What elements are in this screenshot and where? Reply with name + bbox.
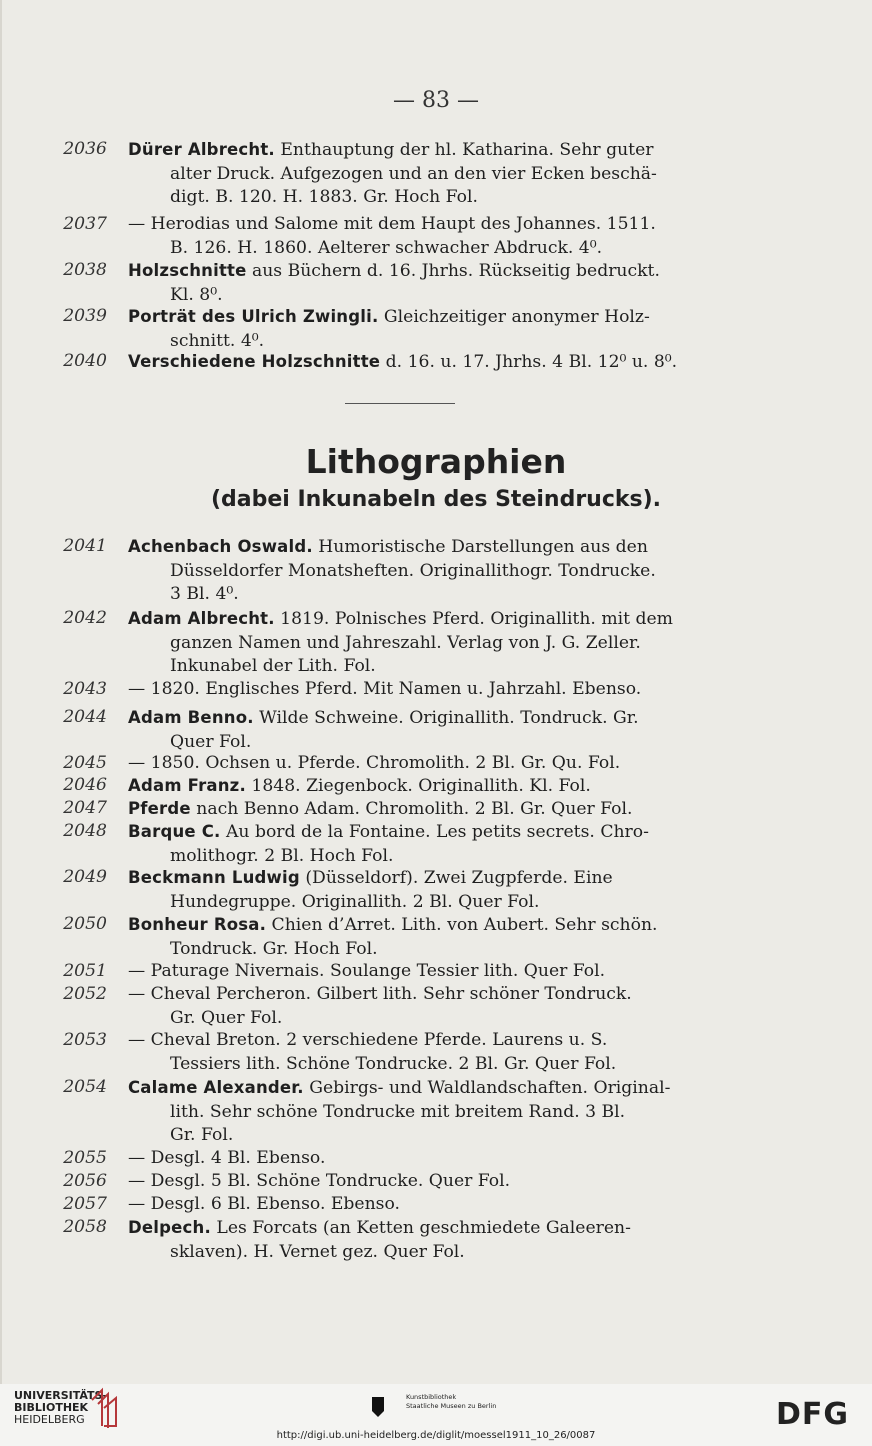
entry-heading: Beckmann Ludwig xyxy=(128,868,300,887)
kb-line-2: Staatliche Museen zu Berlin xyxy=(406,1402,497,1410)
entry-first-line: — Desgl. 5 Bl. Schöne Tondrucke. Quer Fol. xyxy=(128,1171,511,1191)
entry-number: 2047 xyxy=(63,798,107,818)
ub-line-3: HEIDELBERG xyxy=(14,1413,85,1426)
entry-first-line: Barque C. Au bord de la Fontaine. Les petits secrets. Chro- xyxy=(128,822,649,842)
catalog-entry xyxy=(55,678,745,702)
catalog-entry xyxy=(55,213,745,260)
entry-text xyxy=(128,213,745,260)
catalog-entry xyxy=(55,350,745,375)
entry-first-line: Calame Alexander. Gebirgs- und Waldlandschaften. Original- xyxy=(128,1078,671,1098)
entry-text xyxy=(128,607,745,679)
catalog-entry xyxy=(55,138,745,210)
entry-heading: Pferde xyxy=(128,799,191,818)
entry-text xyxy=(128,774,745,799)
entry-heading: Adam Benno. xyxy=(128,708,254,727)
catalog-entry xyxy=(55,960,745,984)
entry-text xyxy=(128,960,745,984)
entry-continuation-line: Gr. Fol. xyxy=(170,1125,234,1145)
entry-first-line: Adam Albrecht. 1819. Polnisches Pferd. Originallith. mit dem xyxy=(128,609,673,629)
section-title: Lithographien xyxy=(305,442,567,481)
entry-number: 2037 xyxy=(63,214,107,234)
entry-number: 2058 xyxy=(63,1217,107,1237)
entry-number: 2044 xyxy=(63,707,107,727)
kunstbibliothek-label xyxy=(372,1393,496,1411)
entry-number: 2048 xyxy=(63,821,107,841)
entry-number: 2038 xyxy=(63,260,107,280)
catalog-entry xyxy=(55,797,745,822)
entry-heading: Porträt des Ulrich Zwingli. xyxy=(128,307,379,326)
entry-heading: Calame Alexander. xyxy=(128,1078,304,1097)
entry-number: 2042 xyxy=(63,608,107,628)
entry-first-line: Delpech. Les Forcats (an Ketten geschmiedete Galeeren- xyxy=(128,1218,631,1238)
entry-first-line: Holzschnitte aus Büchern d. 16. Jhrhs. Rückseitig bedruckt. xyxy=(128,261,660,281)
entry-heading: Delpech. xyxy=(128,1218,211,1237)
entry-continuation-line: sklaven). H. Vernet gez. Quer Fol. xyxy=(170,1241,465,1262)
catalog-entry xyxy=(55,1193,745,1217)
entry-heading: Bonheur Rosa. xyxy=(128,915,267,934)
catalog-entry xyxy=(55,983,745,1030)
entry-continuation-line: 3 Bl. 4⁰. xyxy=(170,584,239,604)
entry-continuation-line: ganzen Namen und Jahreszahl. Verlag von J. G. Zeller. xyxy=(170,632,641,653)
entry-first-line: Verschiedene Holzschnitte d. 16. u. 17. Jhrhs. 4 Bl. 12⁰ u. 8⁰. xyxy=(128,352,678,372)
entry-text xyxy=(128,1193,745,1217)
catalog-entry xyxy=(55,752,745,776)
catalog-entry xyxy=(55,1147,745,1171)
entry-heading: Adam Albrecht. xyxy=(128,609,275,628)
entry-first-line: Achenbach Oswald. Humoristische Darstellungen aus den xyxy=(128,537,648,557)
entry-text xyxy=(128,138,745,210)
entry-first-line: Pferde nach Benno Adam. Chromolith. 2 Bl. Gr. Quer Fol. xyxy=(128,799,633,819)
entry-number: 2051 xyxy=(63,961,107,981)
catalog-entry xyxy=(55,607,745,679)
kb-line-1: Kunstbibliothek xyxy=(406,1393,457,1401)
entry-first-line: Beckmann Ludwig (Düsseldorf). Zwei Zugpferde. Eine xyxy=(128,868,613,888)
entry-number: 2052 xyxy=(63,984,107,1004)
entry-number: 2046 xyxy=(63,775,107,795)
entry-continuation-line: Kl. 8⁰. xyxy=(170,284,223,305)
entry-number: 2036 xyxy=(63,139,107,159)
entry-heading: Verschiedene Holzschnitte xyxy=(128,352,381,371)
entry-number: 2057 xyxy=(63,1194,107,1214)
entry-number: 2043 xyxy=(63,679,107,699)
entry-first-line: — Cheval Breton. 2 verschiedene Pferde. Laurens u. S. xyxy=(128,1030,608,1050)
entry-continuation-line: alter Druck. Aufgezogen und an den vier Ecken beschä- xyxy=(170,163,657,184)
entry-first-line: — 1850. Ochsen u. Pferde. Chromolith. 2 Bl. Gr. Qu. Fol. xyxy=(128,753,621,773)
entry-number: 2041 xyxy=(63,536,107,556)
entry-heading: Adam Franz. xyxy=(128,776,246,795)
entry-text xyxy=(128,913,745,961)
dfg-logo: DFG xyxy=(776,1397,850,1432)
entry-first-line: — Cheval Percheron. Gilbert lith. Sehr schöner Tondruck. xyxy=(128,984,632,1004)
entry-text xyxy=(128,797,745,822)
entry-continuation-line: Düsseldorfer Monatsheften. Originallithogr. Tondrucke. xyxy=(170,560,656,581)
entry-text xyxy=(128,305,745,353)
entry-number: 2039 xyxy=(63,306,107,326)
catalog-entry xyxy=(55,706,745,754)
entry-heading: Achenbach Oswald. xyxy=(128,537,313,556)
entry-continuation-line: schnitt. 4⁰. xyxy=(170,330,265,351)
entry-text xyxy=(128,752,745,776)
entry-number: 2050 xyxy=(63,914,107,934)
entry-heading: Holzschnitte xyxy=(128,261,247,280)
ub-line-1: UNIVERSITÄTS- xyxy=(14,1389,108,1402)
entry-first-line: Porträt des Ulrich Zwingli. Gleichzeitiger anonymer Holz- xyxy=(128,307,650,327)
catalog-entry xyxy=(55,535,745,607)
entry-continuation-line: Inkunabel der Lith. Fol. xyxy=(170,656,376,676)
catalog-entry xyxy=(55,820,745,868)
entry-text xyxy=(128,1216,745,1264)
catalog-entry xyxy=(55,1216,745,1264)
entry-text xyxy=(128,866,745,914)
entry-first-line: — Desgl. 4 Bl. Ebenso. xyxy=(128,1148,326,1168)
entry-first-line: Bonheur Rosa. Chien d’Arret. Lith. von Aubert. Sehr schön. xyxy=(128,915,658,935)
entry-text xyxy=(128,535,745,607)
entry-continuation-line: Gr. Quer Fol. xyxy=(170,1007,283,1028)
entry-number: 2049 xyxy=(63,867,107,887)
entry-number: 2053 xyxy=(63,1030,107,1050)
permalink-url[interactable]: http://digi.ub.uni-heidelberg.de/diglit/moessel1911_10_26/0087 xyxy=(276,1430,596,1441)
catalog-entry xyxy=(55,259,745,307)
entry-text xyxy=(128,350,745,375)
entry-continuation-line: digt. B. 120. H. 1883. Gr. Hoch Fol. xyxy=(170,187,478,207)
entry-text xyxy=(128,820,745,868)
catalog-entry xyxy=(55,1029,745,1076)
entry-first-line: Adam Benno. Wilde Schweine. Originallith. Tondruck. Gr. xyxy=(128,708,639,728)
entry-continuation-line: lith. Sehr schöne Tondrucke mit breitem Rand. 3 Bl. xyxy=(170,1101,626,1122)
catalog-entry xyxy=(55,913,745,961)
scan-edge xyxy=(0,0,2,1384)
entry-continuation-line: Quer Fol. xyxy=(170,731,252,752)
section-divider xyxy=(345,403,455,404)
entry-number: 2040 xyxy=(63,351,107,371)
entry-heading: Barque C. xyxy=(128,822,221,841)
entry-text xyxy=(128,1147,745,1171)
entry-number: 2054 xyxy=(63,1077,107,1097)
entry-first-line: Dürer Albrecht. Enthauptung der hl. Katharina. Sehr guter xyxy=(128,140,654,160)
entry-text xyxy=(128,259,745,307)
entry-text xyxy=(128,1076,745,1148)
entry-text xyxy=(128,983,745,1030)
entry-continuation-line: molithogr. 2 Bl. Hoch Fol. xyxy=(170,845,394,866)
entry-continuation-line: Tessiers lith. Schöne Tondrucke. 2 Bl. Gr. Quer Fol. xyxy=(170,1053,617,1074)
entry-continuation-line: Hundegruppe. Originallith. 2 Bl. Quer Fol. xyxy=(170,891,540,912)
entry-first-line: — 1820. Englisches Pferd. Mit Namen u. Jahrzahl. Ebenso. xyxy=(128,679,642,699)
page-number: — 83 — xyxy=(393,88,479,113)
entry-continuation-line: Tondruck. Gr. Hoch Fol. xyxy=(170,938,378,959)
entry-first-line: — Paturage Nivernais. Soulange Tessier lith. Quer Fol. xyxy=(128,961,606,981)
entry-number: 2056 xyxy=(63,1171,107,1191)
entry-text xyxy=(128,706,745,754)
catalog-entry xyxy=(55,774,745,799)
entry-first-line: — Desgl. 6 Bl. Ebenso. Ebenso. xyxy=(128,1194,401,1214)
entry-text xyxy=(128,678,745,702)
entry-number: 2045 xyxy=(63,753,107,773)
entry-first-line: — Herodias und Salome mit dem Haupt des Johannes. 1511. xyxy=(128,214,656,234)
catalog-entry xyxy=(55,866,745,914)
entry-first-line: Adam Franz. 1848. Ziegenbock. Originallith. Kl. Fol. xyxy=(128,776,591,796)
section-subtitle: (dabei Inkunabeln des Steindrucks). xyxy=(210,487,662,512)
entry-heading: Dürer Albrecht. xyxy=(128,140,275,159)
catalog-entry xyxy=(55,305,745,353)
entry-number: 2055 xyxy=(63,1148,107,1168)
entry-text xyxy=(128,1029,745,1076)
entry-text xyxy=(128,1170,745,1194)
ub-line-2: BIBLIOTHEK xyxy=(14,1401,89,1414)
ub-heidelberg-logo-icon xyxy=(88,1386,122,1430)
entry-continuation-line: B. 126. H. 1860. Aelterer schwacher Abdruck. 4⁰. xyxy=(170,237,603,258)
catalog-entry xyxy=(55,1170,745,1194)
catalog-entry xyxy=(55,1076,745,1148)
